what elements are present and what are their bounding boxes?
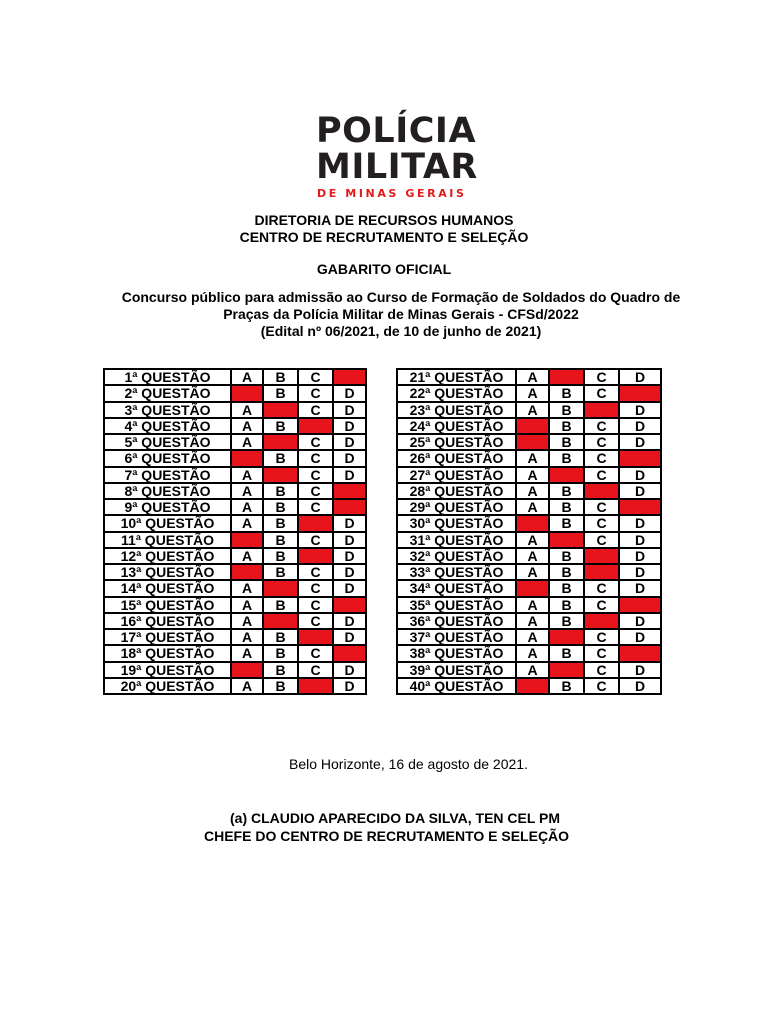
option-c: C bbox=[298, 499, 333, 515]
header-centro: CENTRO DE RECRUTAMENTO E SELEÇÃO bbox=[239, 229, 529, 245]
option-c: C bbox=[298, 385, 333, 401]
option-a-correct: A bbox=[231, 450, 263, 466]
option-b: B bbox=[549, 580, 584, 596]
question-row bbox=[104, 629, 366, 645]
option-c: C bbox=[298, 564, 333, 580]
option-c-correct: C bbox=[584, 483, 619, 499]
logo-line-3: DE MINAS GERAIS bbox=[317, 187, 467, 200]
option-b-correct: B bbox=[263, 613, 298, 629]
option-c-correct: C bbox=[298, 515, 333, 531]
question-row bbox=[104, 678, 366, 694]
option-b: B bbox=[549, 613, 584, 629]
question-row bbox=[397, 450, 661, 466]
option-b: B bbox=[549, 450, 584, 466]
question-row bbox=[104, 532, 366, 548]
question-row bbox=[104, 450, 366, 466]
question-row bbox=[397, 548, 661, 564]
option-a: A bbox=[231, 645, 263, 661]
option-a: A bbox=[231, 369, 263, 385]
question-label: 8ª QUESTÃO bbox=[104, 483, 231, 499]
option-c: C bbox=[298, 580, 333, 596]
option-d-correct: D bbox=[619, 450, 661, 466]
option-c-correct: C bbox=[584, 548, 619, 564]
question-row bbox=[104, 369, 366, 385]
option-c: C bbox=[298, 597, 333, 613]
option-a: A bbox=[516, 450, 549, 466]
option-c: C bbox=[298, 532, 333, 548]
option-a-correct: A bbox=[516, 418, 549, 434]
option-a: A bbox=[231, 418, 263, 434]
question-label: 27ª QUESTÃO bbox=[397, 467, 516, 483]
option-b: B bbox=[549, 418, 584, 434]
question-row bbox=[397, 532, 661, 548]
question-label: 9ª QUESTÃO bbox=[104, 499, 231, 515]
question-label: 3ª QUESTÃO bbox=[104, 402, 231, 418]
option-a: A bbox=[231, 629, 263, 645]
option-c: C bbox=[298, 450, 333, 466]
option-b-correct: B bbox=[549, 467, 584, 483]
option-a: A bbox=[516, 483, 549, 499]
option-b-correct: B bbox=[549, 662, 584, 678]
option-b: B bbox=[549, 515, 584, 531]
option-d-correct: D bbox=[619, 597, 661, 613]
option-c: C bbox=[298, 483, 333, 499]
option-b: B bbox=[549, 678, 584, 694]
option-d: D bbox=[333, 402, 366, 418]
option-b: B bbox=[549, 564, 584, 580]
question-row bbox=[397, 369, 661, 385]
option-a-correct: A bbox=[231, 662, 263, 678]
question-row bbox=[104, 418, 366, 434]
answer-table-left bbox=[103, 368, 367, 695]
question-row bbox=[397, 645, 661, 661]
option-a-correct: A bbox=[231, 564, 263, 580]
question-label: 24ª QUESTÃO bbox=[397, 418, 516, 434]
option-d: D bbox=[333, 385, 366, 401]
question-label: 38ª QUESTÃO bbox=[397, 645, 516, 661]
option-d: D bbox=[333, 678, 366, 694]
option-d: D bbox=[333, 450, 366, 466]
question-label: 7ª QUESTÃO bbox=[104, 467, 231, 483]
question-label: 40ª QUESTÃO bbox=[397, 678, 516, 694]
option-d: D bbox=[619, 483, 661, 499]
question-label: 2ª QUESTÃO bbox=[104, 385, 231, 401]
option-a: A bbox=[516, 369, 549, 385]
option-d: D bbox=[619, 434, 661, 450]
option-a: A bbox=[231, 402, 263, 418]
option-b: B bbox=[263, 418, 298, 434]
option-d: D bbox=[333, 515, 366, 531]
question-row bbox=[397, 418, 661, 434]
option-d: D bbox=[619, 548, 661, 564]
option-c: C bbox=[584, 515, 619, 531]
question-row bbox=[104, 467, 366, 483]
question-row bbox=[397, 580, 661, 596]
option-c: C bbox=[584, 369, 619, 385]
question-row bbox=[397, 434, 661, 450]
question-label: 30ª QUESTÃO bbox=[397, 515, 516, 531]
option-d-correct: D bbox=[333, 483, 366, 499]
question-row bbox=[104, 613, 366, 629]
option-b-correct: B bbox=[549, 369, 584, 385]
logo-line-1: POLÍCIA bbox=[316, 111, 477, 151]
option-a: A bbox=[516, 402, 549, 418]
question-label: 23ª QUESTÃO bbox=[397, 402, 516, 418]
option-d-correct: D bbox=[619, 645, 661, 661]
question-row bbox=[397, 597, 661, 613]
option-d: D bbox=[619, 418, 661, 434]
option-b-correct: B bbox=[549, 629, 584, 645]
question-label: 32ª QUESTÃO bbox=[397, 548, 516, 564]
option-b: B bbox=[263, 532, 298, 548]
option-c-correct: C bbox=[298, 678, 333, 694]
question-label: 16ª QUESTÃO bbox=[104, 613, 231, 629]
question-label: 36ª QUESTÃO bbox=[397, 613, 516, 629]
option-a: A bbox=[516, 564, 549, 580]
option-a: A bbox=[231, 515, 263, 531]
option-b: B bbox=[263, 483, 298, 499]
question-label: 28ª QUESTÃO bbox=[397, 483, 516, 499]
option-c: C bbox=[584, 532, 619, 548]
option-b: B bbox=[263, 385, 298, 401]
option-a: A bbox=[231, 483, 263, 499]
question-row bbox=[104, 548, 366, 564]
option-a: A bbox=[516, 613, 549, 629]
question-row bbox=[104, 597, 366, 613]
question-row bbox=[397, 483, 661, 499]
option-a: A bbox=[231, 548, 263, 564]
option-c-correct: C bbox=[584, 402, 619, 418]
option-d-correct: D bbox=[619, 385, 661, 401]
option-a-correct: A bbox=[516, 515, 549, 531]
question-row bbox=[397, 499, 661, 515]
option-c: C bbox=[584, 467, 619, 483]
option-b: B bbox=[549, 483, 584, 499]
question-label: 25ª QUESTÃO bbox=[397, 434, 516, 450]
option-a: A bbox=[231, 597, 263, 613]
option-d: D bbox=[619, 532, 661, 548]
concurso-line-1: Concurso público para admissão ao Curso de Formação de Soldados do Quadro de bbox=[121, 289, 681, 305]
option-d: D bbox=[619, 662, 661, 678]
option-a-correct: A bbox=[231, 532, 263, 548]
option-a: A bbox=[516, 385, 549, 401]
question-label: 33ª QUESTÃO bbox=[397, 564, 516, 580]
question-label: 6ª QUESTÃO bbox=[104, 450, 231, 466]
question-label: 10ª QUESTÃO bbox=[104, 515, 231, 531]
option-d: D bbox=[619, 580, 661, 596]
option-a-correct: A bbox=[516, 580, 549, 596]
option-c: C bbox=[298, 402, 333, 418]
question-row bbox=[397, 385, 661, 401]
question-row bbox=[104, 580, 366, 596]
option-c: C bbox=[584, 645, 619, 661]
question-label: 29ª QUESTÃO bbox=[397, 499, 516, 515]
option-d-correct: D bbox=[333, 645, 366, 661]
option-d: D bbox=[619, 467, 661, 483]
option-a: A bbox=[231, 678, 263, 694]
option-a-correct: A bbox=[231, 385, 263, 401]
question-row bbox=[397, 662, 661, 678]
option-d: D bbox=[333, 434, 366, 450]
option-b: B bbox=[549, 548, 584, 564]
option-a: A bbox=[516, 532, 549, 548]
signer-role: CHEFE DO CENTRO DE RECRUTAMENTO E SELEÇÃO bbox=[204, 828, 570, 844]
option-c: C bbox=[584, 580, 619, 596]
option-d: D bbox=[333, 662, 366, 678]
option-c: C bbox=[584, 385, 619, 401]
option-d: D bbox=[619, 369, 661, 385]
concurso-description bbox=[0, 289, 768, 340]
question-row bbox=[104, 402, 366, 418]
question-label: 22ª QUESTÃO bbox=[397, 385, 516, 401]
question-label: 31ª QUESTÃO bbox=[397, 532, 516, 548]
question-label: 19ª QUESTÃO bbox=[104, 662, 231, 678]
option-b-correct: B bbox=[263, 434, 298, 450]
question-label: 5ª QUESTÃO bbox=[104, 434, 231, 450]
option-b: B bbox=[263, 548, 298, 564]
option-a-correct: A bbox=[516, 678, 549, 694]
option-b: B bbox=[549, 645, 584, 661]
option-c-correct: C bbox=[584, 613, 619, 629]
option-b: B bbox=[549, 402, 584, 418]
option-c: C bbox=[298, 467, 333, 483]
question-label: 12ª QUESTÃO bbox=[104, 548, 231, 564]
option-d: D bbox=[333, 613, 366, 629]
question-label: 18ª QUESTÃO bbox=[104, 645, 231, 661]
logo-line-2: MILITAR bbox=[316, 147, 478, 187]
concurso-line-3: (Edital nº 06/2021, de 10 de junho de 2021) bbox=[260, 323, 542, 339]
question-label: 15ª QUESTÃO bbox=[104, 597, 231, 613]
question-row bbox=[104, 515, 366, 531]
signer-name: (a) CLAUDIO APARECIDO DA SILVA, TEN CEL PM bbox=[230, 810, 561, 826]
option-d: D bbox=[619, 515, 661, 531]
option-d: D bbox=[333, 418, 366, 434]
question-label: 39ª QUESTÃO bbox=[397, 662, 516, 678]
question-row bbox=[397, 515, 661, 531]
question-label: 21ª QUESTÃO bbox=[397, 369, 516, 385]
option-b-correct: B bbox=[263, 402, 298, 418]
option-b: B bbox=[263, 662, 298, 678]
option-b: B bbox=[549, 597, 584, 613]
option-c: C bbox=[584, 597, 619, 613]
option-a: A bbox=[516, 629, 549, 645]
option-a: A bbox=[516, 467, 549, 483]
option-d-correct: D bbox=[333, 369, 366, 385]
option-a: A bbox=[516, 499, 549, 515]
question-row bbox=[104, 662, 366, 678]
option-c: C bbox=[584, 450, 619, 466]
concurso-line-2: Praças da Polícia Militar de Minas Gerais - CFSd/2022 bbox=[223, 306, 579, 322]
option-a: A bbox=[516, 597, 549, 613]
option-d: D bbox=[619, 564, 661, 580]
option-a: A bbox=[231, 499, 263, 515]
option-b: B bbox=[263, 369, 298, 385]
option-a: A bbox=[231, 613, 263, 629]
option-c: C bbox=[584, 629, 619, 645]
option-d: D bbox=[619, 629, 661, 645]
option-d: D bbox=[333, 548, 366, 564]
option-c: C bbox=[584, 499, 619, 515]
question-label: 13ª QUESTÃO bbox=[104, 564, 231, 580]
option-a: A bbox=[231, 580, 263, 596]
question-label: 20ª QUESTÃO bbox=[104, 678, 231, 694]
question-row bbox=[104, 499, 366, 515]
question-row bbox=[397, 613, 661, 629]
question-row bbox=[397, 564, 661, 580]
question-row bbox=[104, 385, 366, 401]
question-row bbox=[397, 678, 661, 694]
option-b: B bbox=[263, 597, 298, 613]
option-c-correct: C bbox=[298, 418, 333, 434]
question-label: 35ª QUESTÃO bbox=[397, 597, 516, 613]
option-a: A bbox=[516, 645, 549, 661]
option-b-correct: B bbox=[263, 580, 298, 596]
option-b: B bbox=[263, 450, 298, 466]
option-c: C bbox=[298, 369, 333, 385]
option-b: B bbox=[549, 385, 584, 401]
option-b: B bbox=[263, 564, 298, 580]
question-row bbox=[104, 434, 366, 450]
option-b: B bbox=[263, 678, 298, 694]
question-label: 1ª QUESTÃO bbox=[104, 369, 231, 385]
option-a-correct: A bbox=[516, 434, 549, 450]
question-row bbox=[104, 645, 366, 661]
option-d: D bbox=[619, 678, 661, 694]
option-c: C bbox=[584, 662, 619, 678]
question-row bbox=[397, 402, 661, 418]
option-c: C bbox=[298, 434, 333, 450]
answer-table-right bbox=[396, 368, 662, 695]
option-c: C bbox=[298, 645, 333, 661]
option-b: B bbox=[263, 499, 298, 515]
option-c: C bbox=[584, 418, 619, 434]
option-b-correct: B bbox=[263, 467, 298, 483]
option-a: A bbox=[516, 662, 549, 678]
option-d-correct: D bbox=[333, 499, 366, 515]
option-b: B bbox=[549, 434, 584, 450]
option-a: A bbox=[516, 548, 549, 564]
option-d: D bbox=[333, 467, 366, 483]
option-c-correct: C bbox=[298, 629, 333, 645]
question-row bbox=[104, 483, 366, 499]
question-label: 4ª QUESTÃO bbox=[104, 418, 231, 434]
pmmg-logo bbox=[312, 111, 492, 202]
header-diretoria: DIRETORIA DE RECURSOS HUMANOS bbox=[254, 212, 514, 228]
question-label: 26ª QUESTÃO bbox=[397, 450, 516, 466]
option-b: B bbox=[263, 629, 298, 645]
option-d-correct: D bbox=[619, 499, 661, 515]
option-c-correct: C bbox=[298, 548, 333, 564]
option-b: B bbox=[263, 645, 298, 661]
page-title: GABARITO OFICIAL bbox=[316, 261, 452, 277]
option-c: C bbox=[584, 678, 619, 694]
question-row bbox=[397, 467, 661, 483]
option-a: A bbox=[231, 467, 263, 483]
question-row bbox=[397, 629, 661, 645]
option-d: D bbox=[333, 580, 366, 596]
option-d: D bbox=[333, 564, 366, 580]
option-c: C bbox=[584, 434, 619, 450]
option-d: D bbox=[619, 613, 661, 629]
place-date: Belo Horizonte, 16 de agosto de 2021. bbox=[289, 756, 528, 772]
option-d-correct: D bbox=[333, 597, 366, 613]
option-b: B bbox=[263, 515, 298, 531]
option-b-correct: B bbox=[549, 532, 584, 548]
question-row bbox=[104, 564, 366, 580]
option-d: D bbox=[619, 402, 661, 418]
option-c-correct: C bbox=[584, 564, 619, 580]
option-c: C bbox=[298, 613, 333, 629]
question-label: 17ª QUESTÃO bbox=[104, 629, 231, 645]
question-label: 34ª QUESTÃO bbox=[397, 580, 516, 596]
option-a: A bbox=[231, 434, 263, 450]
option-b: B bbox=[549, 499, 584, 515]
question-label: 11ª QUESTÃO bbox=[104, 532, 231, 548]
question-label: 14ª QUESTÃO bbox=[104, 580, 231, 596]
question-label: 37ª QUESTÃO bbox=[397, 629, 516, 645]
option-c: C bbox=[298, 662, 333, 678]
option-d: D bbox=[333, 629, 366, 645]
option-d: D bbox=[333, 532, 366, 548]
